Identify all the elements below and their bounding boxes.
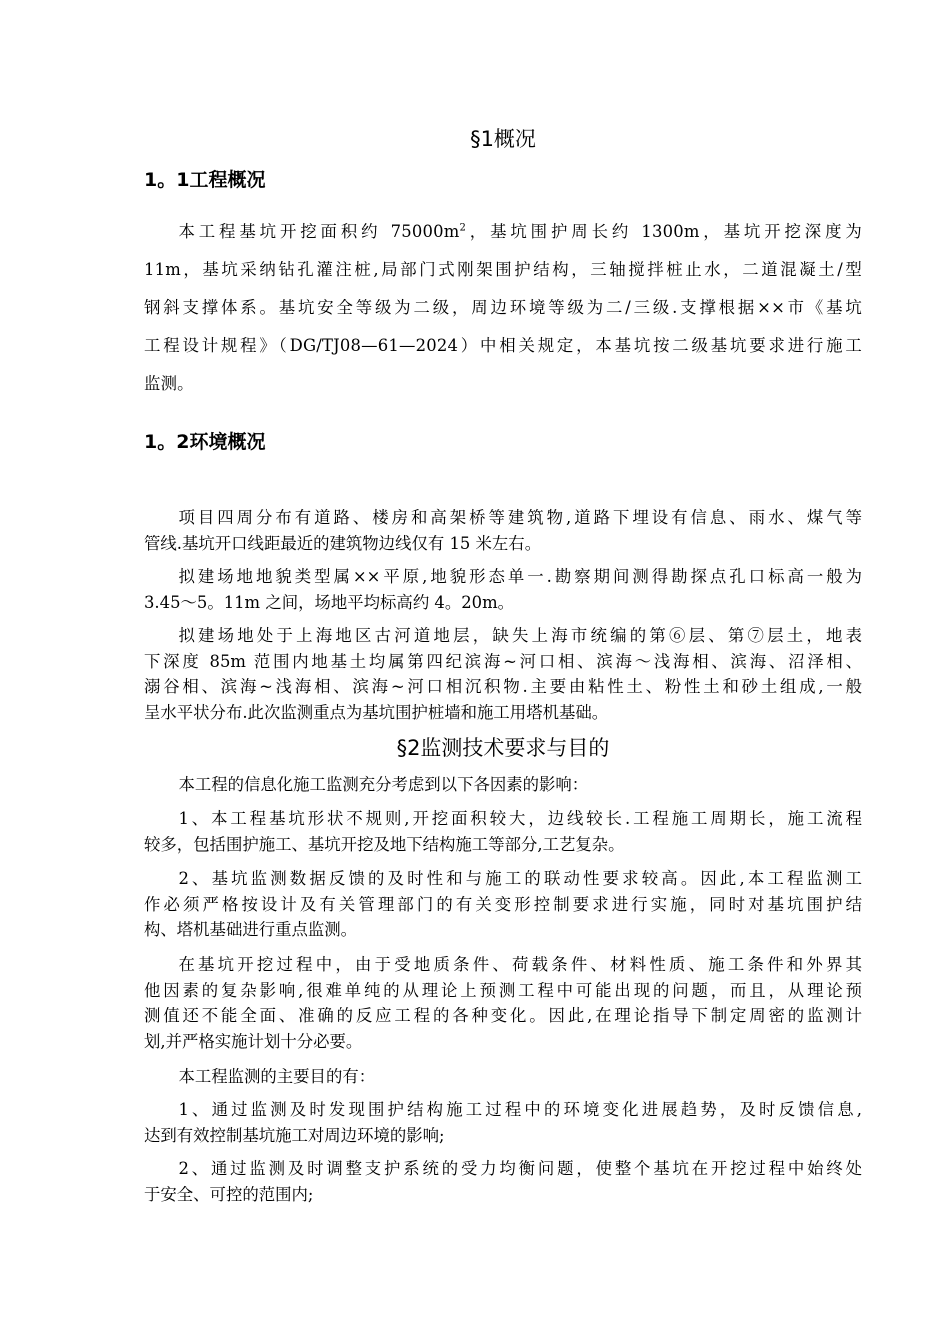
environment-paragraph-2: 拟建场地地貌类型属××平原,地貌形态单一.勘察期间测得勘探点孔口标高一般为 3.45～5。11m 之间，场地平均标高约 4。20m。 xyxy=(144,567,862,612)
paragraph-line: 11m，基坑采纳钻孔灌注桩,局部门式刚架围护结构，三轴搅拌桩止水，二道混凝土/型 xyxy=(144,260,862,279)
project-overview-paragraph xyxy=(144,213,862,403)
subsection-1-2-title: 1。2环境概况 xyxy=(144,431,266,453)
monitoring-paragraph-4: 在基坑开挖过程中，由于受地质条件、荷载条件、材料性质、施工条件和外界其 他因素的复杂影响,很难单纯的从理论上预测工程中可能出现的问题，而且，从理论预 测值还不能全面、准确的反应工程的各种变化。因此,在理论指导下制定周密的监测计 划,并严格实施计划十分必要。 xyxy=(144,955,862,1051)
section-2-title: §2监测技术要求与目的 xyxy=(396,736,610,760)
monitoring-paragraph-5: 本工程监测的主要目的有： xyxy=(178,1067,376,1086)
subsection-1-1-title: 1。1工程概况 xyxy=(144,169,266,191)
paragraph-line: 监测。 xyxy=(144,374,194,393)
monitoring-paragraph-3: 2、基坑监测数据反馈的及时性和与施工的联动性要求较高。因此,本工程监测工 作必须严格按设计及有关管理部门的有关变形控制要求进行实施，同时对基坑围护结 构、塔机基础进行重点监测。 xyxy=(144,869,862,939)
paragraph-line: 钢斜支撑体系。基坑安全等级为二级，周边环境等级为二/三级.支撑根据××市《基坑 xyxy=(144,298,862,317)
monitoring-paragraph-7: 2、通过监测及时调整支护系统的受力均衡问题，使整个基坑在开挖过程中始终处 于安全、可控的范围内; xyxy=(144,1159,862,1204)
monitoring-paragraph-6: 1、通过监测及时发现围护结构施工过程中的环境变化进展趋势，及时反馈信息, 达到有效控制基坑施工对周边环境的影响; xyxy=(144,1100,862,1145)
monitoring-paragraph-1: 本工程的信息化施工监测充分考虑到以下各因素的影响： xyxy=(178,775,589,794)
paragraph-line: 本工程基坑开挖面积约 $75000m^2$，基坑围护周长约 1300m，基坑开挖深度为 xyxy=(178,222,862,241)
environment-paragraph-1: 项目四周分布有道路、楼房和高架桥等建筑物,道路下埋设有信息、雨水、煤气等 管线.基坑开口线距最近的建筑物边线仅有 15 米左右。 xyxy=(144,508,862,553)
monitoring-paragraph-2: 1、本工程基坑形状不规则,开挖面积较大，边线较长.工程施工周期长，施工流程 较多，包括围护施工、基坑开挖及地下结构施工等部分,工艺复杂。 xyxy=(144,809,862,854)
paragraph-line: 工程设计规程》（DG/TJ08—61—2024）中相关规定，本基坑按二级基坑要求进行施工 xyxy=(144,336,862,355)
environment-paragraph-3: 拟建场地处于上海地区古河道地层，缺失上海市统编的第⑥层、第⑦层土，地表 下深度 85m 范围内地基土均属第四纪滨海~河口相、滨海～浅海相、滨海、沼泽相、 溺谷相、滨海~浅海相、滨海~河口相沉积物.主要由粘性土、粉性土和砂土组成,一般 呈水平状分布.此次监测重点为基坑围护桩墙和施工用塔机基础。 xyxy=(144,626,862,722)
section-1-title: §1概况 xyxy=(470,127,536,151)
superscript: 2 xyxy=(459,222,467,234)
